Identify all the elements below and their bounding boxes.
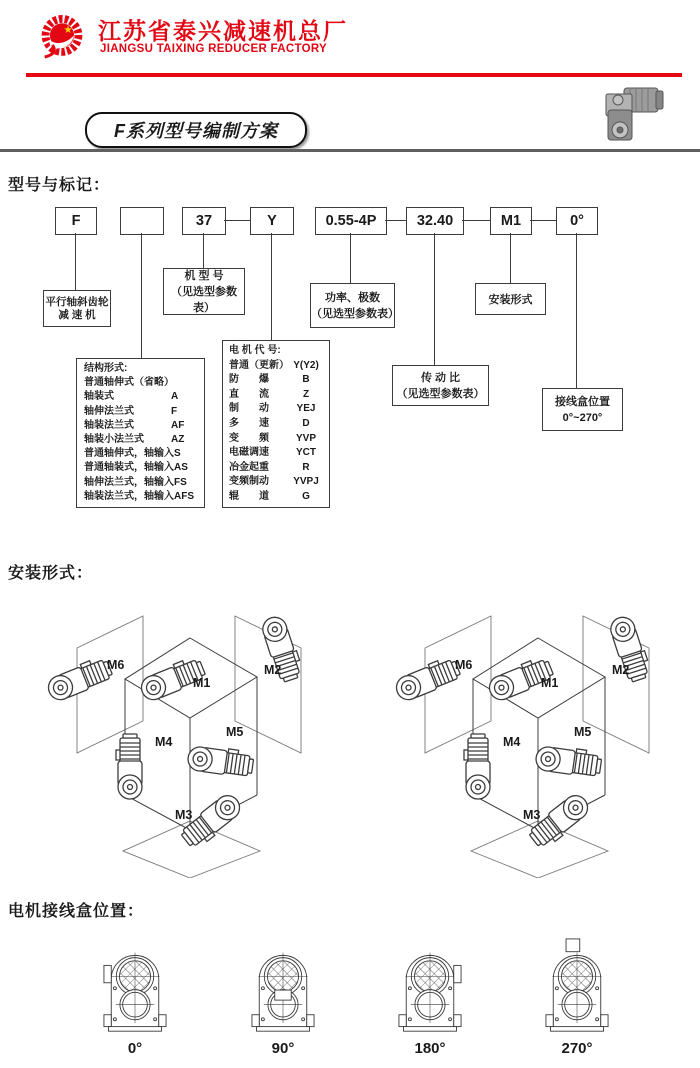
list-item: 轴装法兰式 AF bbox=[84, 419, 185, 431]
factory-logo-icon bbox=[36, 10, 88, 66]
mount-label-m6: M6 bbox=[455, 658, 473, 672]
mounting-iso-drawing bbox=[30, 588, 340, 878]
mount-label-m1: M1 bbox=[541, 676, 559, 690]
code-box-ratio: 32.40 bbox=[406, 207, 464, 235]
list-item: 变 频 YVP bbox=[229, 432, 316, 444]
list-item: 轴伸法兰式 F bbox=[84, 405, 178, 417]
mounting-iso-drawing bbox=[378, 588, 688, 878]
connector-line bbox=[224, 220, 250, 221]
heading-mounting: 安装形式： bbox=[8, 565, 94, 582]
heading-junction-box: 电机接线盒位置： bbox=[8, 903, 145, 920]
callout-mounting: 安装形式 bbox=[475, 283, 546, 315]
list-item: 制 动 YEJ bbox=[229, 403, 316, 415]
mount-label-m2: M2 bbox=[264, 663, 282, 677]
callout-power-poles: 功率、极数 （见选型参数表） bbox=[310, 283, 395, 328]
company-name-cn: 江苏省泰兴减速机总厂 bbox=[98, 18, 348, 44]
list-item: 轴装式 A bbox=[84, 391, 179, 403]
callout-junction-position: 接线盒位置 0°~270° bbox=[542, 388, 623, 431]
leader-line bbox=[510, 233, 511, 283]
mount-label-m4: M4 bbox=[503, 735, 521, 749]
list-item: 多 速 D bbox=[229, 417, 310, 429]
leader-line bbox=[75, 233, 76, 290]
callout-ratio: 传 动 比 （见选型参数表） bbox=[392, 365, 489, 406]
header-red-rule bbox=[26, 73, 682, 77]
connector-line bbox=[385, 220, 406, 221]
mount-label-m3: M3 bbox=[175, 808, 193, 822]
list-item: 普通轴装式，轴输入 AS bbox=[84, 462, 188, 474]
junction-angle-label: 180° bbox=[414, 1040, 446, 1057]
motor-codes-box bbox=[222, 340, 330, 508]
code-box-junction-angle: 0° bbox=[556, 207, 598, 235]
leader-line bbox=[350, 233, 351, 283]
mounting-diagram-left bbox=[30, 588, 340, 878]
junction-motor-270deg bbox=[545, 938, 609, 1033]
code-box-mounting: M1 bbox=[490, 207, 532, 235]
list-item: 防 爆 B bbox=[229, 374, 310, 386]
leader-line bbox=[434, 233, 435, 365]
code-box-structure-variant bbox=[120, 207, 164, 235]
mount-label-m1: M1 bbox=[193, 676, 211, 690]
mount-label-m5: M5 bbox=[226, 725, 244, 739]
series-title-badge: F系列型号编制方案 bbox=[85, 112, 307, 148]
callout-reducer-type: 平行轴斜齿轮 减 速 机 bbox=[43, 290, 111, 327]
list-item: 轴伸法兰式，轴输入 FS bbox=[84, 476, 187, 488]
connector-line bbox=[462, 220, 490, 221]
heading-model-marking: 型号与标记： bbox=[8, 177, 111, 194]
list-item: 轴装法兰式，轴输入 AFS bbox=[84, 490, 194, 502]
list-item: 普通轴伸式（省略） bbox=[84, 377, 174, 389]
list-item: 普通轴伸式，轴输入 S bbox=[84, 448, 181, 460]
code-box-series: F bbox=[55, 207, 97, 235]
reducer-product-photo bbox=[594, 84, 666, 148]
mount-label-m6: M6 bbox=[107, 658, 125, 672]
connector-line bbox=[530, 220, 556, 221]
section-divider bbox=[0, 149, 700, 152]
mount-label-m4: M4 bbox=[155, 735, 173, 749]
leader-line bbox=[271, 233, 272, 340]
junction-angle-label: 0° bbox=[127, 1040, 143, 1057]
junction-motor-180deg bbox=[398, 938, 462, 1033]
junction-angle-label: 90° bbox=[271, 1040, 295, 1057]
leader-line bbox=[576, 233, 577, 388]
mount-label-m5: M5 bbox=[574, 725, 592, 739]
junction-motor-90deg bbox=[251, 938, 315, 1033]
structure-codes-box bbox=[76, 358, 205, 508]
list-item: 轴装小法兰式 AZ bbox=[84, 434, 185, 446]
mounting-diagram-right bbox=[378, 588, 688, 878]
leader-line bbox=[141, 233, 142, 358]
code-box-motor-type: Y bbox=[250, 207, 294, 235]
junction-angle-label: 270° bbox=[561, 1040, 593, 1057]
leader-line bbox=[203, 233, 204, 268]
list-item: 普通（更新） Y(Y2) bbox=[229, 359, 319, 371]
svg-text:★: ★ bbox=[63, 24, 73, 36]
motor-title: 电 机 代 号: bbox=[229, 345, 281, 356]
list-item: 电磁调速 YCT bbox=[229, 447, 316, 459]
company-name-en: JIANGSU TAIXING REDUCER FACTORY bbox=[100, 43, 327, 55]
code-box-frame-size: 37 bbox=[182, 207, 226, 235]
list-item: 冶金起重 R bbox=[229, 461, 310, 473]
code-box-power-poles: 0.55-4P bbox=[315, 207, 387, 235]
list-item: 变频制动 YVPJ bbox=[229, 476, 319, 488]
callout-frame-size: 机 型 号 （见选型参数表） bbox=[163, 268, 245, 315]
mount-label-m3: M3 bbox=[523, 808, 541, 822]
mount-label-m2: M2 bbox=[612, 663, 630, 677]
list-item: 直 流 Z bbox=[229, 388, 310, 400]
junction-motor-0deg bbox=[103, 938, 167, 1033]
structure-title: 结构形式: bbox=[84, 363, 128, 374]
list-item: 辊 道 G bbox=[229, 490, 310, 502]
